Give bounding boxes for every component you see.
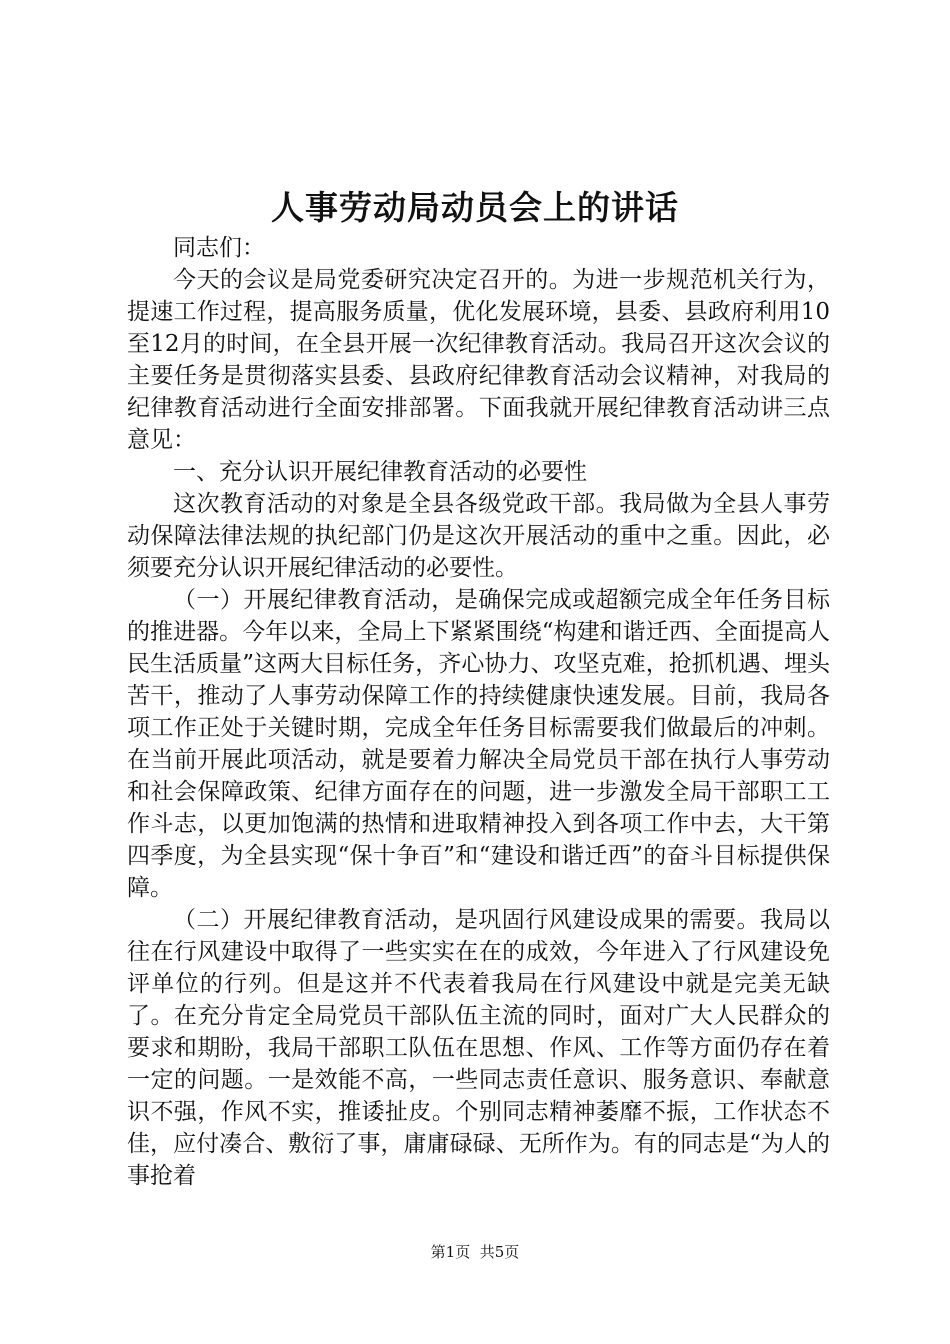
intro-paragraph: 今天的会议是局党委研究决定召开的。为进一步规范机关行为，提速工作过程，提高服务质量，优化发展环境，县委、县政府利用10至12月的时间，在全县开展一次纪律教育活动。我局召开这次会议的主要任务是贯彻落实县委、县政府纪律教育活动会议精神，对我局的纪律教育活动进行全面安排部署。下面我就开展纪律教育活动讲三点意见： — [127, 267, 830, 453]
page-number: 第1页 — [430, 1243, 471, 1261]
document-body — [127, 232, 830, 1192]
section-heading: 一、充分认识开展纪律教育活动的必要性 — [173, 459, 587, 485]
body-paragraph: 这次教育活动的对象是全县各级党政干部。我局做为全县人事劳动保障法律法规的执纪部门仍是这次开展活动的重中之重。因此，必须要充分认识开展纪律活动的必要性。 — [127, 491, 830, 581]
body-paragraph: （一）开展纪律教育活动，是确保完成或超额完成全年任务目标的推进器。今年以来，全局上下紧紧围绕“构建和谐迁西、全面提高人民生活质量”这两大目标任务，齐心协力、攻坚克难，抢抓机遇、埋头苦干，推动了人事劳动保障工作的持续健康快速发展。目前，我局各项工作正处于关键时期，完成全年任务目标需要我们做最后的冲刺。在当前开展此项活动，就是要着力解决全局党员干部在执行人事劳动和社会保障政策、纪律方面存在的问题，进一步激发全局干部职工工作斗志，以更加饱满的热情和进取精神投入到各项工作中去，大干第四季度，为全县实现“保十争百”和“建设和谐迁西”的奋斗目标提供保障。 — [127, 587, 830, 901]
page-title: 人事劳动局动员会上的讲话 — [271, 188, 679, 227]
body-paragraph: （二）开展纪律教育活动，是巩固行风建设成果的需要。我局以往在行风建设中取得了一些实实在在的成效，今年进入了行风建设免评单位的行列。但是这并不代表着我局在行风建设中就是完美无缺了。在充分肯定全局党员干部队伍主流的同时，面对广大人民群众的要求和期盼，我局干部职工队伍在思想、作风、工作等方面仍存在着一定的问题。一是效能不高，一些同志责任意识、服务意识、奉献意识不强，作风不实，推诿扯皮。个别同志精神萎靡不振，工作状态不佳，应付凑合、敷衍了事，庸庸碌碌、无所作为。有的同志是“为人的事抢着 — [127, 907, 830, 1189]
salutation-paragraph: 同志们： — [173, 235, 265, 261]
page-total: 共5页 — [479, 1243, 520, 1261]
page-footer — [0, 1242, 950, 1262]
